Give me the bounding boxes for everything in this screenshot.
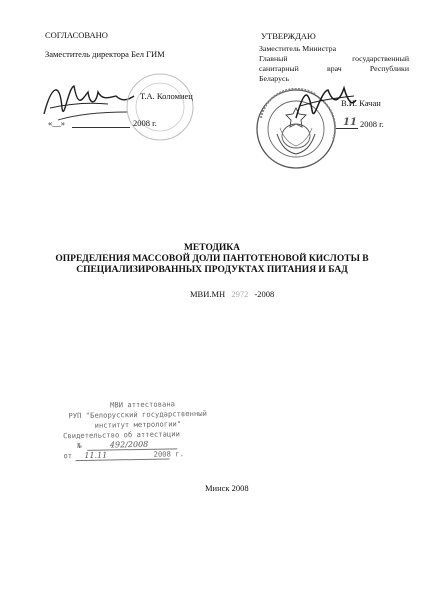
title-line-1: МЕТОДИКА	[183, 243, 241, 253]
stamp-number-value: 492/2008	[109, 439, 149, 450]
right-date-year: 2008 г.	[360, 119, 384, 129]
left-round-seal	[125, 72, 195, 142]
stamp-date-value: 11.11	[84, 450, 108, 460]
document-code	[190, 289, 274, 299]
stamp-number-row: № 492/2008	[63, 439, 213, 452]
document-title	[0, 243, 424, 276]
right-approval-heading: УТВЕРЖДАЮ	[261, 31, 316, 41]
stamp-line-2: РУП "Белорусский государственный	[68, 408, 207, 421]
document-code-suffix: -2008	[254, 289, 275, 299]
left-date-underline	[72, 127, 130, 128]
document-code-prefix: МВИ.МН	[190, 289, 226, 299]
right-date-day: 11	[343, 117, 357, 128]
attestation-stamp	[62, 399, 213, 466]
right-date-underline	[336, 128, 358, 129]
place-and-year: Минск 2008	[205, 483, 249, 493]
stamp-line-3: институт метрологии"	[94, 419, 182, 430]
right-signatory-name: В.И. Качан	[341, 98, 381, 108]
title-line-2: ОПРЕДЕЛЕНИЯ МАССОВОЙ ДОЛИ ПАНТОТЕНОВОЙ КИСЛОТЫ В	[55, 254, 369, 264]
right-approval-position	[259, 44, 409, 84]
stamp-date-row: от 11.11 2008 г.	[63, 449, 184, 461]
position-line-3: санитарный врач Республики	[259, 64, 409, 73]
left-date-prefix: «__»	[48, 118, 65, 128]
position-line-2: Главный государственный	[259, 54, 409, 63]
left-approval-position: Заместитель директора Бел ГИМ	[45, 49, 165, 59]
left-approval-heading: СОГЛАСОВАНО	[45, 30, 108, 40]
stamp-line-1: МВИ аттестована	[109, 399, 176, 410]
position-line-1: Заместитель Министра	[259, 44, 337, 53]
left-signatory-name: Т.А. Коломиец	[140, 91, 193, 101]
title-line-3: СПЕЦИАЛИЗИРОВАННЫХ ПРОДУКТАХ ПИТАНИЯ И БАД	[76, 265, 348, 275]
stamp-date-year: 2008 г.	[153, 449, 184, 459]
stamp-line-4: Свидетельство об аттестации	[62, 429, 180, 441]
left-date-year: 2008 г.	[133, 118, 157, 128]
document-code-number: 2972	[231, 289, 249, 299]
position-line-4: Беларусь	[259, 74, 289, 83]
